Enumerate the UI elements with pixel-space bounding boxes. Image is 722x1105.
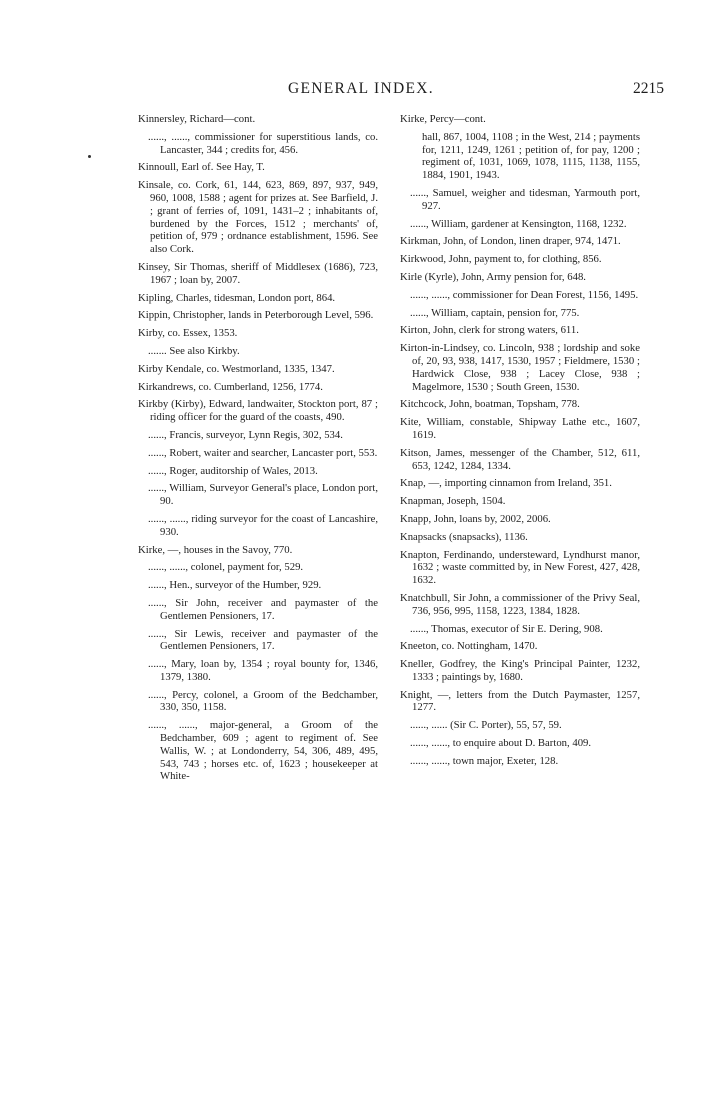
index-entry: ......, Hen., surveyor of the Humber, 929. (148, 579, 322, 592)
index-entry: ......, William, Surveyor General's place, London port, 90. (148, 482, 378, 508)
index-entry: ......, ......, colonel, payment for, 529. (148, 561, 304, 574)
index-entry: Kirton, John, clerk for strong waters, 611. (400, 324, 579, 337)
index-entry: ......, ......, riding surveyor for the coast of Lancashire, 930. (148, 512, 378, 538)
index-entry: Knight, —, letters from the Dutch Paymaster, 1257, 1277. (400, 688, 640, 714)
index-entry: ......, ......, commissioner for Dean Forest, 1156, 1495. (410, 288, 639, 301)
index-entry: Kinsale, co. Cork, 61, 144, 623, 869, 897, 937, 949, 960, 1008, 1588 ; agent for prizes at. See Barfield, J. ; grant of ferries of, 1091, 1431–2 ; inhabitants of, burdened by the Forces, 1512 ; merchants' of, petition of, 979 ; ordnance establishment, 1596. See also Cork. (138, 179, 378, 256)
index-entry: Kirby Kendale, co. Westmorland, 1335, 1347. (138, 362, 335, 375)
index-entry: Kirle (Kyrle), John, Army pension for, 648. (400, 270, 586, 283)
index-entry: ......, Samuel, weigher and tidesman, Yarmouth port, 927. (410, 186, 640, 212)
index-entry: ......, ......, town major, Exeter, 128. (410, 754, 559, 767)
index-entry: Kirkandrews, co. Cumberland, 1256, 1774. (138, 380, 323, 393)
page-number: 2215 (633, 80, 664, 97)
index-entry: ......, Robert, waiter and searcher, Lancaster port, 553. (148, 446, 378, 459)
index-entry: Kipling, Charles, tidesman, London port, 864. (138, 291, 336, 304)
index-entry: ......, Roger, auditorship of Wales, 2013. (148, 464, 318, 477)
index-entry: Kite, William, constable, Shipway Lathe etc., 1607, 1619. (400, 416, 640, 441)
index-entry: ......, ......, major-general, a Groom of the Bedchamber, 609 ; agent to regiment of. See Wallis, W. ; at Londonderry, 54, 306, 489, 495, 543, 743 ; horses etc. of, 1623 ; housekeeper at White- (148, 719, 378, 783)
index-entry: Kirton-in-Lindsey, co. Lincoln, 938 ; lordship and soke of, 20, 93, 938, 1417, 1530, 1957 ; Fieldmere, 1530 ; Hardwick Close, 938 ; Lacey Close, 938 ; Magelmore, 1530 ; South Green, 1530. (400, 342, 640, 393)
index-entry: Knap, —, importing cinnamon from Ireland, 351. (400, 477, 612, 490)
index-entry: ......, William, captain, pension for, 775. (410, 306, 580, 319)
index-entry: ......, William, gardener at Kensington, 1168, 1232. (410, 217, 627, 230)
index-entry: ......, Sir Lewis, receiver and paymaster of the Gentlemen Pensioners, 17. (148, 627, 378, 653)
index-entry: ......, ......, to enquire about D. Barton, 409. (410, 737, 592, 750)
index-entry: Kinsey, Sir Thomas, sheriff of Middlesex (1686), 723, 1967 ; loan by, 2007. (138, 260, 378, 286)
index-entry: ......, Sir John, receiver and paymaster of the Gentlemen Pensioners, 17. (148, 596, 378, 622)
index-entry: Knatchbull, Sir John, a commissioner of the Privy Seal, 736, 956, 995, 1158, 1223, 1384, 1828. (400, 591, 640, 617)
index-entry: Kippin, Christopher, lands in Peterborough Level, 596. (138, 309, 374, 322)
index-entry: Kirke, —, houses in the Savoy, 770. (138, 543, 293, 556)
index-entry: Kirke, Percy—cont. (400, 113, 486, 125)
index-entry: Kitchcock, John, boatman, Topsham, 778. (400, 398, 580, 411)
index-entry: Kirkwood, John, payment to, for clothing, 856. (400, 253, 602, 266)
index-entry: Knapman, Joseph, 1504. (400, 495, 506, 508)
index-entry: Kirkman, John, of London, linen draper, 974, 1471. (400, 235, 621, 248)
index-entry: Kirkby (Kirby), Edward, landwaiter, Stockton port, 87 ; riding officer for the guard of the coasts, 490. (138, 398, 378, 424)
index-entry: ......, Mary, loan by, 1354 ; royal bounty for, 1346, 1379, 1380. (148, 658, 378, 683)
left-column (138, 113, 378, 788)
index-entry: Knapton, Ferdinando, understeward, Lyndhurst manor, 1632 ; waste committed by, in New Forest, 427, 428, 1632. (400, 548, 640, 587)
page-header (0, 80, 722, 102)
index-entry: ......, Percy, colonel, a Groom of the Bedchamber, 330, 350, 1158. (148, 688, 378, 714)
index-entry: Kneeton, co. Nottingham, 1470. (400, 640, 538, 653)
index-entry: Kirby, co. Essex, 1353. (138, 327, 238, 340)
index-entry: Kinnoull, Earl of. See Hay, T. (138, 161, 265, 174)
index-entry: ......, ......, commissioner for superstitious lands, co. Lancaster, 344 ; credits for, 456. (148, 130, 378, 156)
index-entry: Kitson, James, messenger of the Chamber, 512, 611, 653, 1242, 1284, 1334. (400, 446, 640, 472)
stray-mark (88, 155, 91, 158)
index-entry: hall, 867, 1004, 1108 ; in the West, 214 ; payments for, 1211, 1249, 1261 ; petition of, for pay, 1200 ; regiment of, 1031, 1069, 1078, 1115, 1138, 1155, 1884, 1901, 1943. (422, 130, 640, 182)
index-entry: Knapp, John, loans by, 2002, 2006. (400, 512, 551, 525)
index-entry: Kinnersley, Richard—cont. (138, 113, 256, 125)
index-entry: ....... See also Kirkby. (148, 344, 240, 357)
index-entry: Knapsacks (snapsacks), 1136. (400, 530, 528, 543)
right-column (400, 113, 640, 773)
index-entry: Kneller, Godfrey, the King's Principal Painter, 1232, 1333 ; paintings by, 1680. (400, 658, 640, 683)
page-title: GENERAL INDEX. (288, 80, 434, 97)
index-entry: ......, Thomas, executor of Sir E. Dering, 908. (410, 622, 603, 635)
index-entry: ......, Francis, surveyor, Lynn Regis, 302, 534. (148, 428, 343, 441)
index-entry: ......, ...... (Sir C. Porter), 55, 57, 59. (410, 719, 562, 732)
